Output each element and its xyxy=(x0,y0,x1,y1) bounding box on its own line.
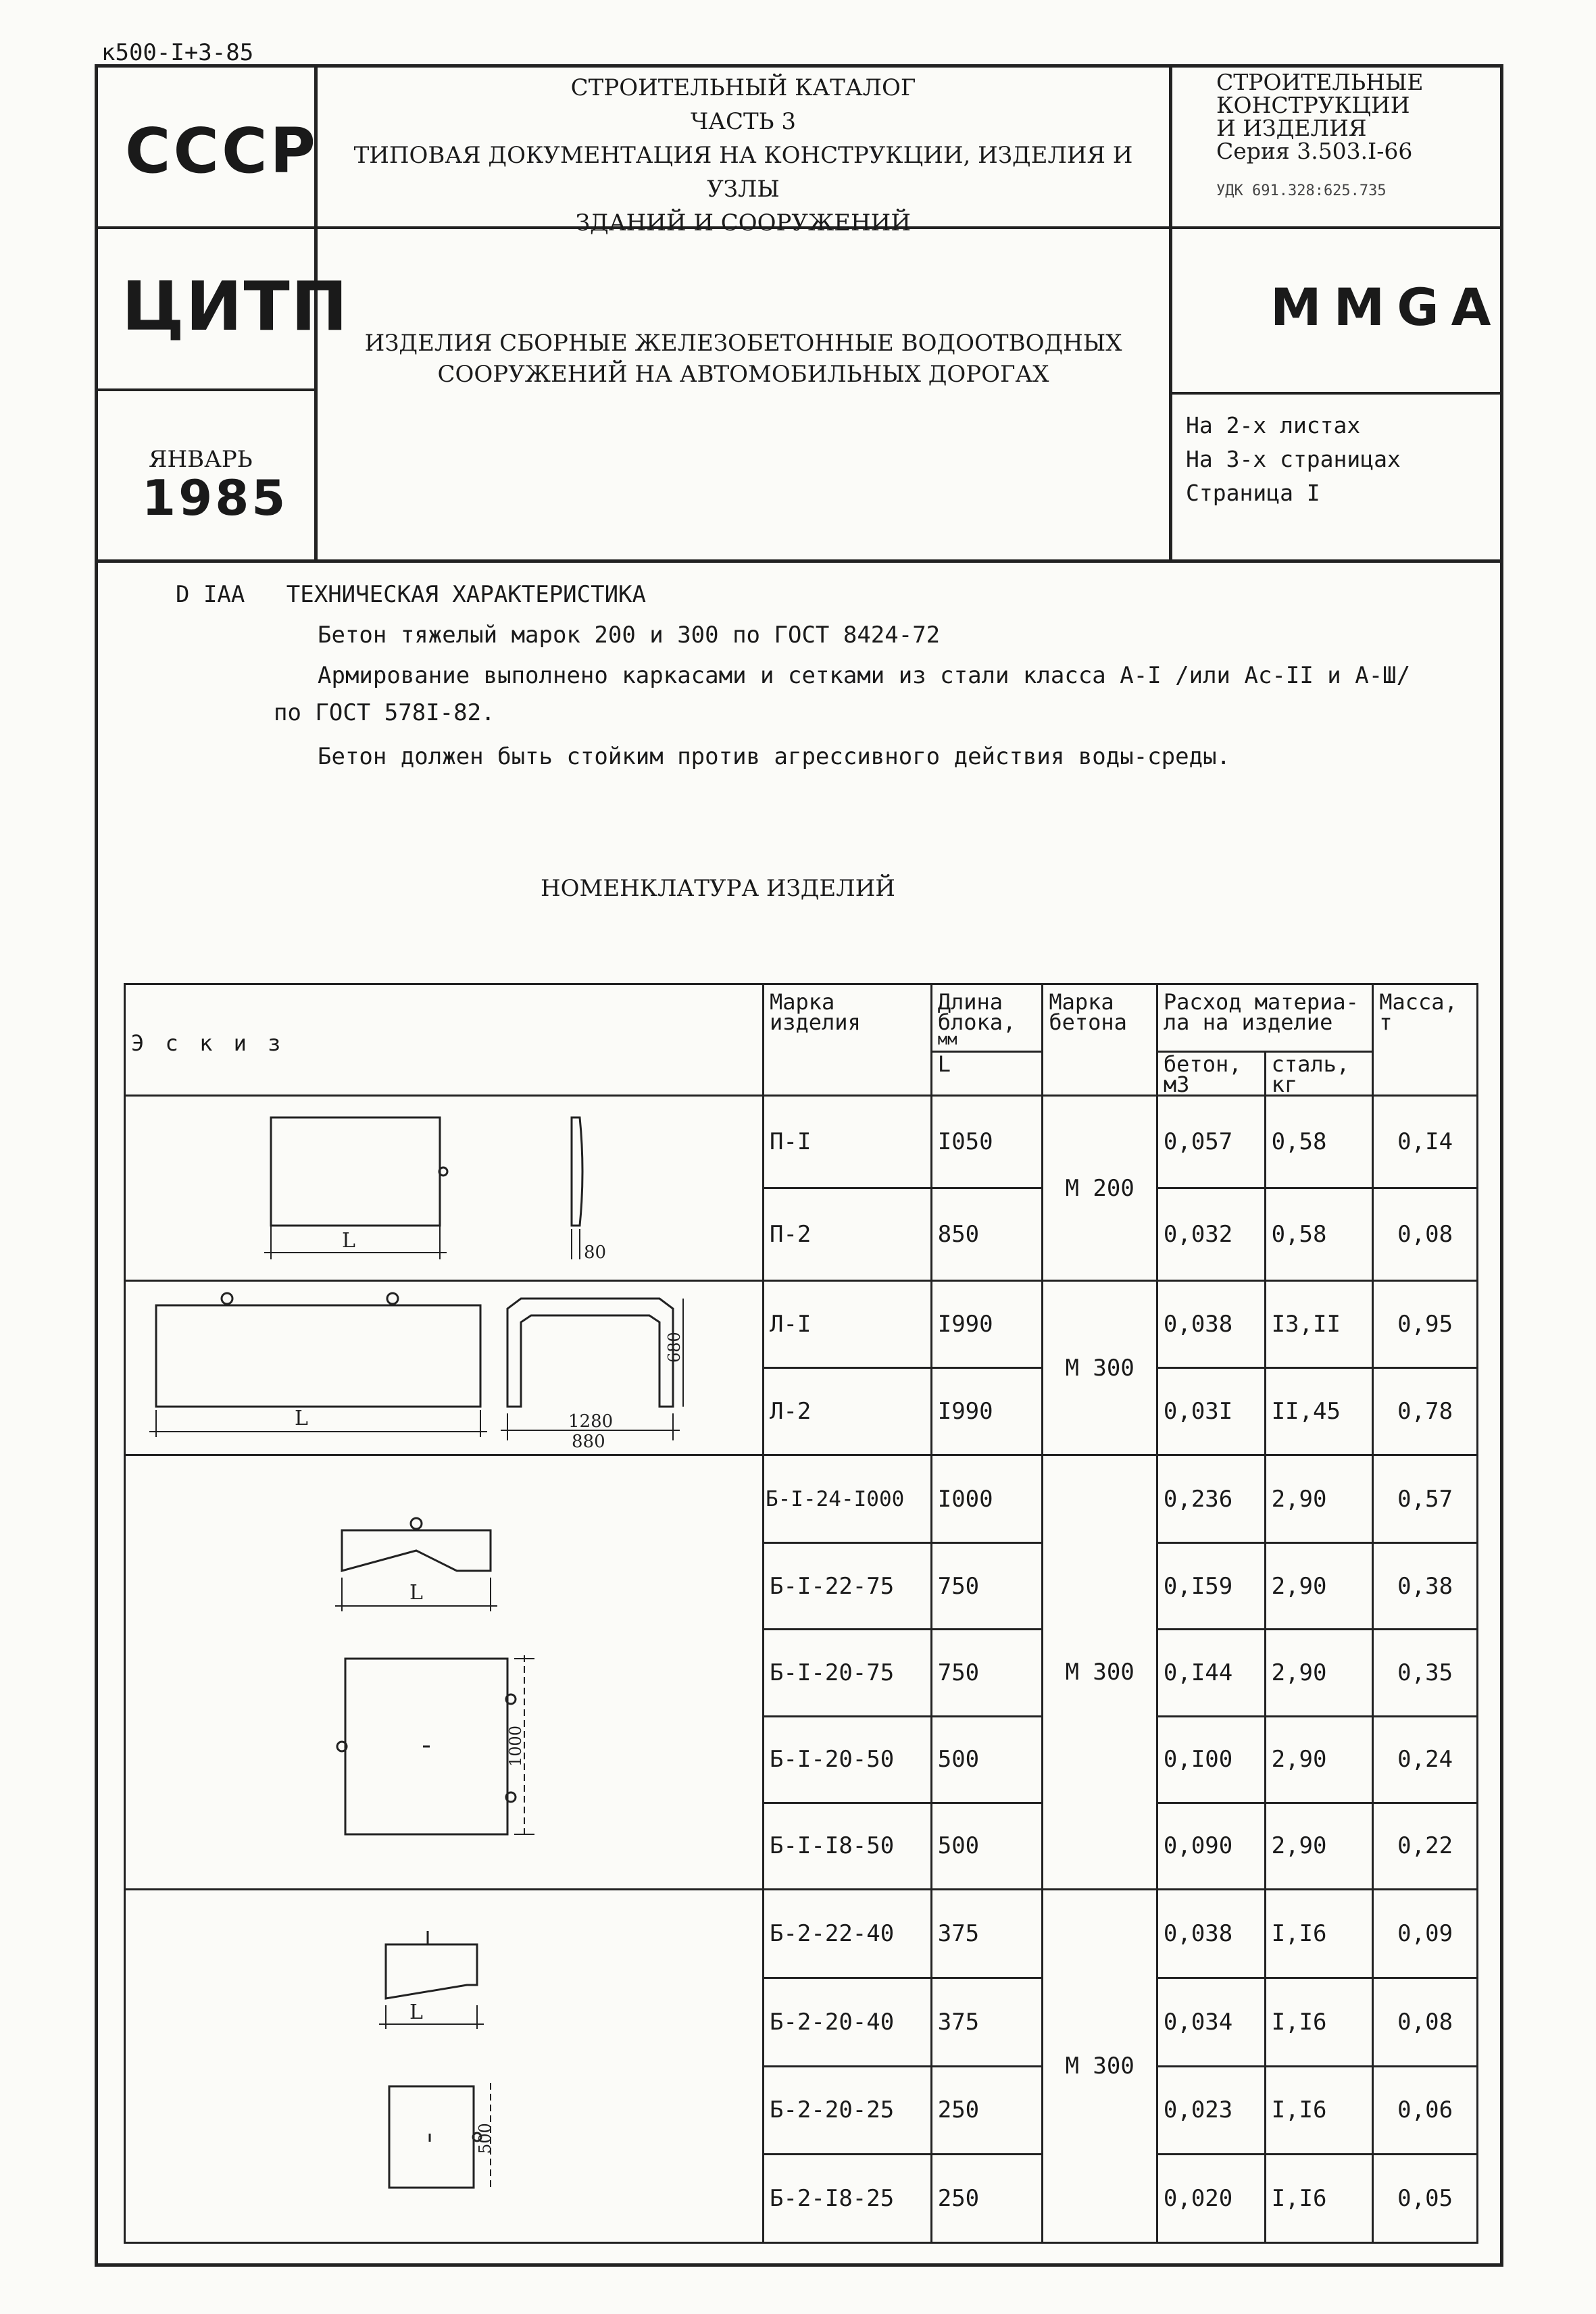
cell-length: I990 xyxy=(931,1368,1043,1455)
cell-mass: 0,57 xyxy=(1373,1455,1478,1543)
cell-mark: Б-I-20-75 xyxy=(763,1630,931,1716)
cell-length: I000 xyxy=(931,1455,1043,1543)
label-80: 80 xyxy=(584,1242,607,1263)
cell-mass: 0,78 xyxy=(1373,1368,1478,1455)
cell-steel: 2,90 xyxy=(1265,1543,1373,1630)
paragraph-durability: Бетон должен быть стойким против агрессивного действия воды-среды. xyxy=(318,743,1231,770)
cell-concrete: 0,03I xyxy=(1157,1368,1265,1455)
cell-length: 850 xyxy=(931,1188,1043,1281)
col-mass: Масса, т xyxy=(1373,984,1478,1096)
nomenclature-table xyxy=(124,983,1478,2244)
col-concrete-m3: бетон, м3 xyxy=(1157,1052,1265,1096)
divider xyxy=(1169,392,1503,395)
label-880: 880 xyxy=(572,1432,605,1452)
label-1000: 1000 xyxy=(506,1725,525,1767)
cell-mass: 0,35 xyxy=(1373,1630,1478,1716)
col-length: Длина блока, мм xyxy=(931,984,1043,1052)
table-row xyxy=(125,1096,1478,1188)
divider xyxy=(1169,64,1172,561)
cell-concrete: 0,I59 xyxy=(1157,1543,1265,1630)
divider xyxy=(95,559,1503,563)
cell-mass: 0,95 xyxy=(1373,1281,1478,1368)
cell-steel: 2,90 xyxy=(1265,1630,1373,1716)
cell-concrete: 0,I00 xyxy=(1157,1716,1265,1803)
cell-mark: П-I xyxy=(763,1096,931,1188)
cell-steel: I,I6 xyxy=(1265,2066,1373,2155)
udk-code: УДК 691.328:625.735 xyxy=(1216,182,1387,199)
cell-steel: 2,90 xyxy=(1265,1803,1373,1889)
sketch-slab xyxy=(125,1096,764,1281)
cell-steel: 2,90 xyxy=(1265,1716,1373,1803)
label-L: L xyxy=(409,2001,423,2024)
cell-mark: Б-2-20-40 xyxy=(763,1978,931,2066)
paragraph-concrete: Бетон тяжелый марок 200 и 300 по ГОСТ 8424-72 xyxy=(318,622,941,649)
cell-steel: I,I6 xyxy=(1265,1978,1373,2066)
cell-steel: I3,II xyxy=(1265,1281,1373,1368)
cell-steel: I,I6 xyxy=(1265,1890,1373,1978)
col-mark: Марка изделия xyxy=(763,984,931,1096)
cell-mass: 0,09 xyxy=(1373,1890,1478,1978)
month-label: ЯНВАРЬ xyxy=(149,446,253,473)
cell-concrete: 0,236 xyxy=(1157,1455,1265,1543)
cell-mass: 0,08 xyxy=(1373,1188,1478,1281)
cell-grade: М 300 xyxy=(1043,1890,1157,2243)
divider xyxy=(95,388,318,391)
citp-label: ЦИТП xyxy=(122,267,349,346)
col-length-unit: L xyxy=(931,1052,1043,1096)
cell-steel: 0,58 xyxy=(1265,1188,1373,1281)
cell-length: 375 xyxy=(931,1890,1043,1978)
label-1280: 1280 xyxy=(568,1411,614,1432)
cell-concrete: 0,023 xyxy=(1157,2066,1265,2155)
cell-mass: 0,05 xyxy=(1373,2155,1478,2243)
cell-concrete: 0,I44 xyxy=(1157,1630,1265,1716)
sheets-info: На 2-х листах На 3-х страницах Страница I xyxy=(1186,412,1401,506)
col-steel-kg: сталь, кг xyxy=(1265,1052,1373,1096)
ussr-label: СССР xyxy=(125,115,318,187)
tray-sketch xyxy=(126,1282,761,1454)
cell-concrete: 0,057 xyxy=(1157,1096,1265,1188)
series-block: СТРОИТЕЛЬНЫЕ КОНСТРУКЦИИ И ИЗДЕЛИЯ Серия 3.503.I-66 xyxy=(1216,69,1424,164)
cell-grade: М 200 xyxy=(1043,1096,1157,1281)
sketch-block-b2 xyxy=(125,1890,764,2243)
cell-mark: П-2 xyxy=(763,1188,931,1281)
cell-concrete: 0,038 xyxy=(1157,1281,1265,1368)
sketch-block-b1 xyxy=(125,1455,764,1890)
col-concrete-grade: Марка бетона xyxy=(1043,984,1157,1096)
cell-concrete: 0,032 xyxy=(1157,1188,1265,1281)
cell-steel: I,I6 xyxy=(1265,2155,1373,2243)
cell-length: 500 xyxy=(931,1803,1043,1889)
cell-mark: Б-I-I8-50 xyxy=(763,1803,931,1889)
cell-grade: М 300 xyxy=(1043,1455,1157,1890)
block-b2-sketch xyxy=(126,1890,761,2242)
cell-mass: 0,06 xyxy=(1373,2066,1478,2155)
paragraph-reinforcement: Армирование выполнено каркасами и сетками из стали класса А-I /или Ас-II и А-Ш/ xyxy=(318,662,1411,689)
cell-mark: Б-I-24-I000 xyxy=(763,1455,931,1543)
cell-grade: М 300 xyxy=(1043,1281,1157,1455)
paragraph-reinforcement-cont: по ГОСТ 578I-82. xyxy=(274,699,495,726)
cell-mark: Б-I-22-75 xyxy=(763,1543,931,1630)
cell-length: 750 xyxy=(931,1543,1043,1630)
cell-length: 500 xyxy=(931,1716,1043,1803)
cell-mark: Б-I-20-50 xyxy=(763,1716,931,1803)
table-row xyxy=(125,1455,1478,1543)
cell-length: I990 xyxy=(931,1281,1043,1368)
col-sketch: Э с к и з xyxy=(125,984,764,1096)
slab-sketch xyxy=(126,1097,761,1280)
cell-length: 375 xyxy=(931,1978,1043,2066)
cell-mass: 0,22 xyxy=(1373,1803,1478,1889)
nomenclature-title: НОМЕНКЛАТУРА ИЗДЕЛИЙ xyxy=(541,875,895,902)
cell-mass: 0,24 xyxy=(1373,1716,1478,1803)
section-heading: D IAA ТЕХНИЧЕСКАЯ ХАРАКТЕРИСТИКА xyxy=(176,581,646,608)
table-row xyxy=(125,1890,1478,1978)
cell-steel: 2,90 xyxy=(1265,1455,1373,1543)
cell-mark: Л-2 xyxy=(763,1368,931,1455)
document-code: к500-I+3-85 xyxy=(101,39,254,66)
col-consumption: Расход материа- ла на изделие xyxy=(1157,984,1372,1052)
cell-length: 250 xyxy=(931,2155,1043,2243)
block-b1-sketch xyxy=(126,1456,761,1888)
cell-steel: II,45 xyxy=(1265,1368,1373,1455)
cell-steel: 0,58 xyxy=(1265,1096,1373,1188)
year-label: 1985 xyxy=(142,470,289,526)
cell-mass: 0,I4 xyxy=(1373,1096,1478,1188)
cell-concrete: 0,020 xyxy=(1157,2155,1265,2243)
table-row xyxy=(125,1281,1478,1368)
cell-length: I050 xyxy=(931,1096,1043,1188)
label-680: 680 xyxy=(665,1332,684,1363)
cell-mass: 0,08 xyxy=(1373,1978,1478,2066)
cell-mark: Б-2-I8-25 xyxy=(763,2155,931,2243)
label-L: L xyxy=(342,1228,355,1253)
document-title: ИЗДЕЛИЯ СБОРНЫЕ ЖЕЛЕЗОБЕТОННЫЕ ВОДООТВОДНЫХ СООРУЖЕНИЙ НА АВТОМОБИЛЬНЫХ ДОРОГАХ xyxy=(364,330,1122,388)
cell-length: 250 xyxy=(931,2066,1043,2155)
cell-concrete: 0,038 xyxy=(1157,1890,1265,1978)
sketch-tray xyxy=(125,1281,764,1455)
cell-mark: Л-I xyxy=(763,1281,931,1368)
cell-length: 750 xyxy=(931,1630,1043,1716)
cell-mass: 0,38 xyxy=(1373,1543,1478,1630)
cell-mark: Б-2-20-25 xyxy=(763,2066,931,2155)
cell-concrete: 0,034 xyxy=(1157,1978,1265,2066)
label-L: L xyxy=(295,1407,308,1430)
catalog-title: СТРОИТЕЛЬНЫЙ КАТАЛОГ ЧАСТЬ 3 ТИПОВАЯ ДОКУМЕНТАЦИЯ НА КОНСТРУКЦИИ, ИЗДЕЛИЯ И УЗЛЫ ЗДАНИЙ И СООРУЖЕНИЙ xyxy=(353,74,1133,236)
cell-mark: Б-2-22-40 xyxy=(763,1890,931,1978)
cell-concrete: 0,090 xyxy=(1157,1803,1265,1889)
label-500: 500 xyxy=(476,2123,495,2154)
catalog-code: MMGA xyxy=(1270,277,1503,337)
label-L: L xyxy=(409,1581,423,1605)
